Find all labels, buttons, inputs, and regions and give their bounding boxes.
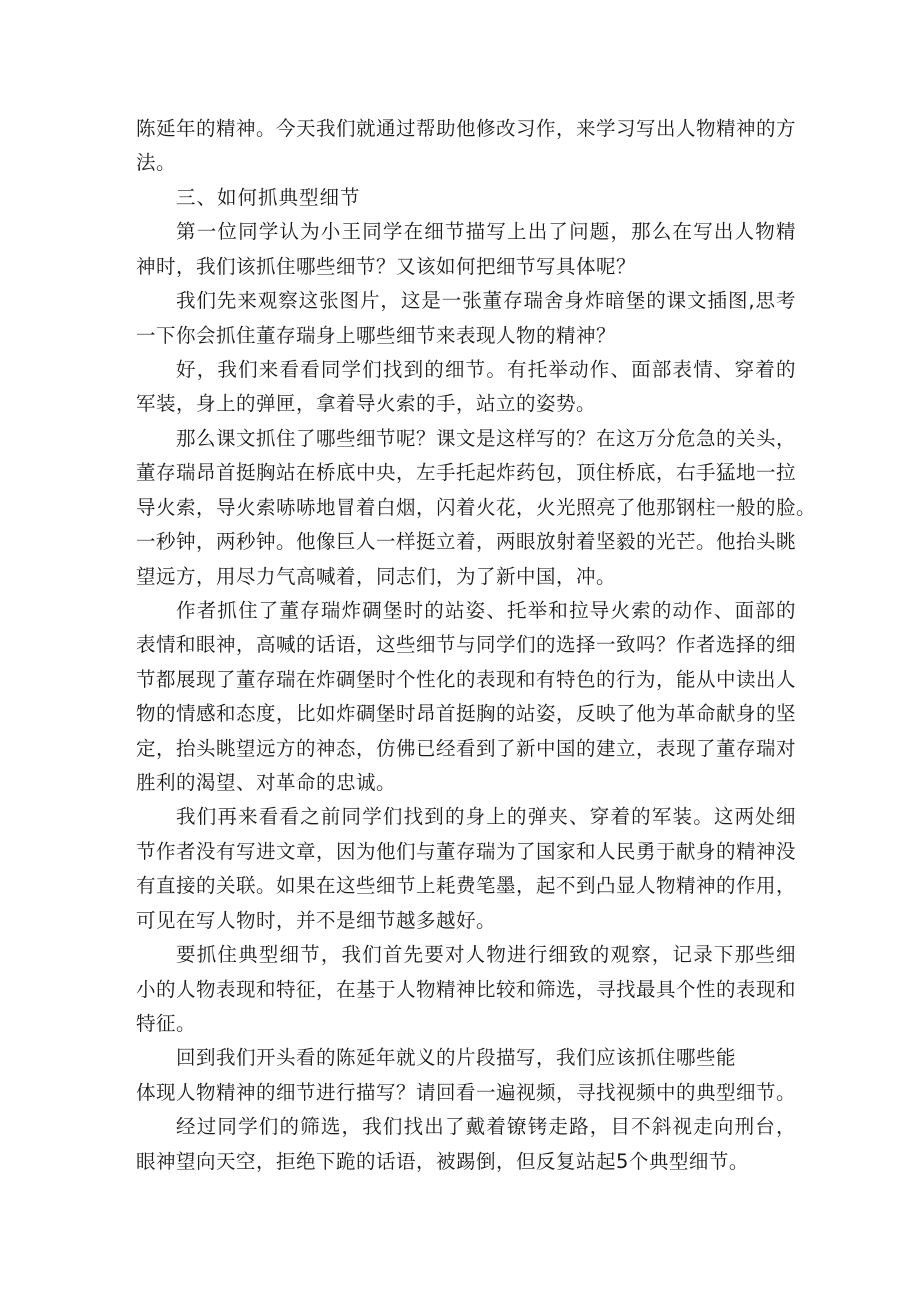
text-line: 军装，身上的弹匣，拿着导火索的手，站立的姿势。 [136,392,597,415]
text-line: 一下你会抓住董存瑞身上哪些细节来表现人物的精神？ [136,324,617,347]
text-line: 眼神望向天空，拒绝下跪的话语，被踢倒，但反复站起5个典型细节。 [136,1150,749,1173]
text-line: 导火索，导火索哧哧地冒着白烟，闪着火花，火光照亮了他那钢柱一般的脸。 [136,496,817,519]
text-line: 节都展现了董存瑞在炸碉堡时个性化的表现和有特色的行为，能从中读出人 [136,668,797,691]
text-line: 那么课文抓住了哪些细节呢？课文是这样写的？在这万分危急的关头， [176,427,797,450]
text-line: 法。 [136,151,177,174]
section-heading: 三、如何抓典型细节 [176,186,361,209]
text-line: 我们再来看看之前同学们找到的身上的弹夹、穿着的军装。这两处细 [176,805,796,828]
text-line: 定，抬头眺望远方的神态，仿佛已经看到了新中国的建立，表现了董存瑞对 [136,737,797,760]
text-line: 回到我们开头看的陈延年就义的片段描写，我们应该抓住哪些能 [176,1046,737,1069]
text-line: 物的情感和态度，比如炸碉堡时昂首挺胸的站姿，反映了他为革命献身的坚 [136,702,797,725]
text-line: 望远方，用尽力气高喊着，同志们，为了新中国，冲。 [136,565,617,588]
text-line: 第一位同学认为小王同学在细节描写上出了问题，那么在写出人物精 [176,220,796,243]
text-line: 表情和眼神，高喊的话语，这些细节与同学们的选择一致吗？作者选择的细 [136,633,797,656]
text-line: 胜利的渴望、对革命的忠诚。 [136,771,397,794]
text-line: 董存瑞昂首挺胸站在桥底中央，左手托起炸药包，顶住桥底，右手猛地一拉 [136,461,797,484]
text-line: 作者抓住了董存瑞炸碉堡时的站姿、托举和拉导火索的动作、面部的 [176,599,796,622]
text-line: 好，我们来看看同学们找到的细节。有托举动作、面部表情、穿着的 [176,358,796,381]
text-line: 特征。 [136,1012,197,1035]
text-line: 一秒钟，两秒钟。他像巨人一样挺立着，两眼放射着坚毅的光芒。他抬头眺 [136,530,797,553]
text-line: 要抓住典型细节，我们首先要对人物进行细致的观察，记录下那些细 [176,943,796,966]
text-line: 经过同学们的筛选，我们找出了戴着镣铐走路，目不斜视走向刑台， [176,1115,796,1138]
text-line: 可见在写人物时，并不是细节越多越好。 [136,909,497,932]
text-line: 节作者没有写进文章，因为他们与董存瑞为了国家和人民勇于献身的精神没 [136,840,797,863]
text-line: 神时，我们该抓住哪些细节？又该如何把细节写具体呢？ [136,255,637,278]
text-line: 我们先来观察这张图片，这是一张董存瑞舍身炸暗堡的课文插图,思考 [176,289,796,312]
text-line: 陈延年的精神。今天我们就通过帮助他修改习作，来学习写出人物精神的方 [136,117,797,140]
text-line: 小的人物表现和特征，在基于人物精神比较和筛选，寻找最具个性的表现和 [136,978,797,1001]
text-line: 体现人物精神的细节进行描写？请回看一遍视频，寻找视频中的典型细节。 [136,1081,797,1104]
text-line: 有直接的关联。如果在这些细节上耗费笔墨，起不到凸显人物精神的作用， [136,874,797,897]
